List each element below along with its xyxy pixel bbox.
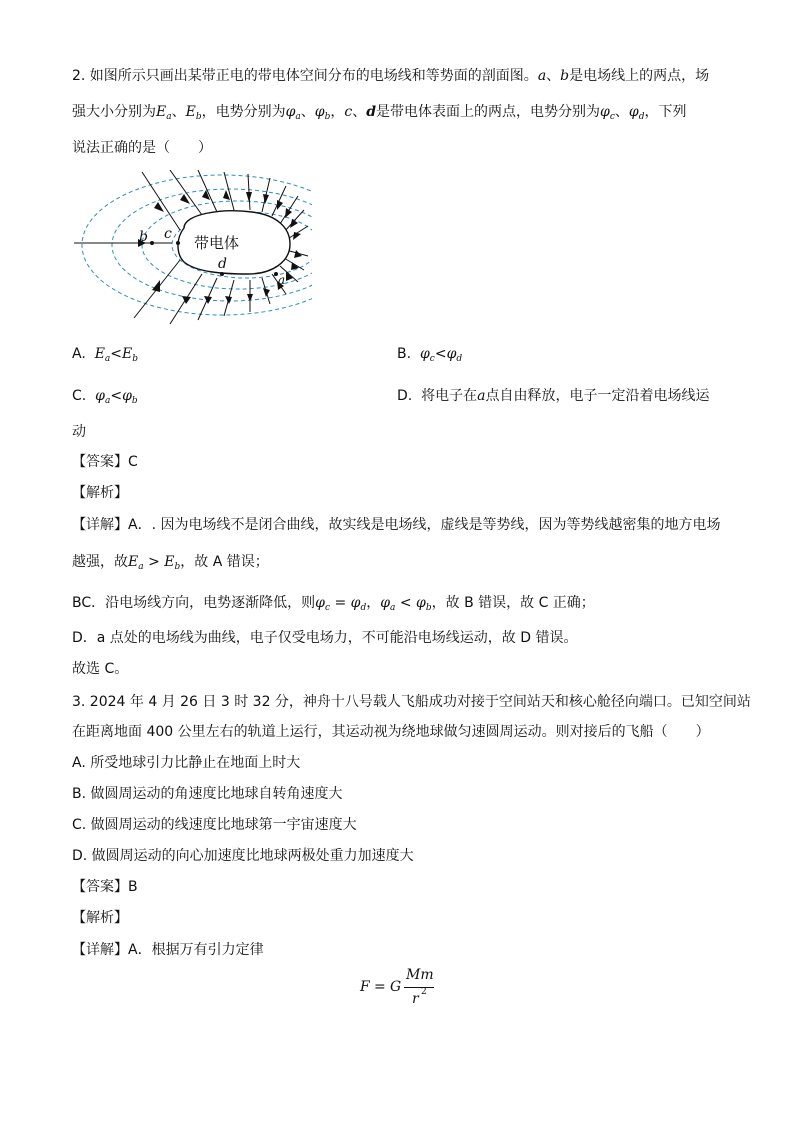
option-prefix: A. <box>72 346 86 362</box>
q2-stem-text: 强大小分别为 <box>72 104 156 120</box>
arrow-icon <box>285 208 292 218</box>
q3-stem-text: 在距离地面 400 公里左右的轨道上运行，其运动视为绕地球做匀速圆周运动。则对接后的飞船（ ） <box>72 724 710 740</box>
point-c <box>176 241 180 245</box>
analysis-label: 【解析】 <box>72 910 128 926</box>
answer-value: B <box>128 879 138 895</box>
q2-stem-text: 2. 如图所示只画出某带正电的带电体空间分布的电场线和等势面的剖面图。 <box>72 68 538 84</box>
subscript-c: c <box>609 112 615 122</box>
arrow-icon <box>293 232 301 240</box>
detail-text: BC．沿电场线方向，电势逐渐降低，则 <box>72 595 316 611</box>
q2-option-c <box>72 386 138 411</box>
option-prefix: B. <box>397 346 412 362</box>
var-a: a <box>537 68 547 84</box>
var-E: E <box>156 104 167 120</box>
option-text: 将电子在 <box>421 388 478 404</box>
var-d: d <box>366 104 377 120</box>
field-line <box>224 172 234 210</box>
option-prefix: C. <box>72 388 87 404</box>
q2-analysis <box>72 483 128 503</box>
analysis-label: 【解析】 <box>72 485 128 501</box>
q2-stem-line-2 <box>72 102 686 127</box>
q2-stem-line-1 <box>72 66 709 86</box>
var-E: E <box>122 346 133 362</box>
fraction-bar <box>404 987 434 988</box>
subscript-b: b <box>132 354 139 364</box>
var-E: E <box>128 554 139 570</box>
detail-text: ，故 B 错误，故 C 正确； <box>431 595 595 611</box>
exponent-2: 2 <box>421 987 427 997</box>
point-d <box>220 272 224 276</box>
subscript-a: a <box>104 396 111 406</box>
arrow-icon <box>246 192 252 202</box>
q3-detail-a <box>72 940 264 960</box>
subscript-d: d <box>638 112 645 122</box>
conclusion-text: 故选 C。 <box>72 661 129 677</box>
less-than: < <box>110 346 123 362</box>
separator: ， <box>330 104 345 120</box>
option-prefix: D. <box>397 388 413 404</box>
var-G: G <box>390 979 402 995</box>
var-phi: φ <box>350 595 361 611</box>
denominator-r: r <box>412 991 419 1007</box>
var-phi: φ <box>600 104 610 120</box>
q2-stem-text: ，电势分别为 <box>201 104 286 120</box>
q3-option-b <box>72 784 343 804</box>
option-text: 点自由释放，电子一定沿着电场线运 <box>485 388 710 404</box>
separator: 、 <box>171 104 186 120</box>
subscript-b: b <box>324 112 331 122</box>
var-phi: φ <box>315 595 325 611</box>
q2-detail-a-line-2 <box>72 552 269 577</box>
arrow-icon <box>152 280 160 292</box>
q2-option-b <box>397 344 462 369</box>
q2-detail-d <box>72 628 578 648</box>
q2-stem-text: 说法正确的是（ ） <box>72 140 212 156</box>
gravitation-formula <box>360 967 440 1013</box>
arrow-icon <box>204 296 212 304</box>
separator: ， <box>366 595 381 611</box>
subscript-d: d <box>360 603 367 613</box>
var-phi: φ <box>285 104 296 120</box>
separator: 、 <box>614 104 629 120</box>
q2-stem-text: 是带电体表面上的两点，电势分别为 <box>376 104 601 120</box>
greater-than: > <box>148 554 160 570</box>
var-E: E <box>185 104 196 120</box>
q3-stem-line-1 <box>72 692 751 712</box>
q3-stem-line-2 <box>72 722 710 742</box>
var-phi: φ <box>380 595 391 611</box>
subscript-a: a <box>138 562 144 572</box>
less-than: < <box>399 595 412 611</box>
equals: = <box>374 979 386 995</box>
q2-option-d <box>397 386 710 406</box>
subscript-d: d <box>456 354 463 364</box>
subscript-c: c <box>429 354 435 364</box>
subscript-b: b <box>174 562 181 572</box>
q2-stem-text: 是电场线上的两点，场 <box>569 68 710 84</box>
separator: 、 <box>300 104 315 120</box>
subscript-a: a <box>104 354 111 364</box>
detail-text: 【详解】A．根据万有引力定律 <box>72 942 264 958</box>
subscript-a: a <box>390 603 396 613</box>
detail-text: ，故 A 错误； <box>180 554 269 570</box>
subscript-c: c <box>324 603 330 613</box>
q2-stem-text: ，下列 <box>644 104 687 120</box>
point-label-c: c <box>164 226 172 242</box>
var-phi: φ <box>416 595 426 611</box>
arrow-icon <box>225 296 232 304</box>
q3-option-d <box>72 846 414 866</box>
numerator-Mm: Mm <box>406 967 434 983</box>
subscript-a: a <box>295 112 301 122</box>
point-label-d: d <box>218 256 227 272</box>
point-label-b: b <box>139 229 148 245</box>
arrow-icon <box>290 219 298 228</box>
option-text: A. 所受地球引力比静止在地面上时大 <box>72 755 301 771</box>
point-label-a: a <box>278 273 286 287</box>
var-E: E <box>94 346 105 362</box>
q3-option-c <box>72 815 357 835</box>
charged-body-label: 带电体 <box>194 234 240 252</box>
q2-detail-a-line-1 <box>72 515 720 535</box>
subscript-b: b <box>425 603 432 613</box>
less-than: < <box>434 346 447 362</box>
q2-detail-bc <box>72 593 595 618</box>
q2-stem-line-3 <box>72 138 212 158</box>
var-a: a <box>477 388 486 404</box>
q3-option-a <box>72 753 300 773</box>
less-than: < <box>110 388 123 404</box>
detail-text: 越强，故 <box>72 554 128 570</box>
q2-answer <box>72 452 138 472</box>
point-a <box>274 272 278 276</box>
var-phi: φ <box>419 346 430 362</box>
q3-answer <box>72 877 138 897</box>
electric-field-diagram <box>72 170 312 330</box>
q2-option-d-continued <box>72 422 86 442</box>
var-phi: φ <box>314 104 325 120</box>
var-phi: φ <box>122 388 132 404</box>
arrow-icon <box>277 200 283 210</box>
equals: = <box>334 595 347 611</box>
separator: 、 <box>352 104 367 120</box>
q3-analysis <box>72 908 128 928</box>
option-text: 动 <box>72 424 86 440</box>
var-E: E <box>164 554 175 570</box>
arrow-icon <box>263 288 270 297</box>
option-text: B. 做圆周运动的角速度比地球自转角速度大 <box>72 786 343 802</box>
detail-text: 【详解】A．. 因为电场线不是闭合曲线，故实线是电场线，虚线是等势线，因为等势线越密集的地方电场 <box>72 517 721 533</box>
var-phi: φ <box>628 104 639 120</box>
answer-label: 【答案】 <box>72 454 128 470</box>
answer-label: 【答案】 <box>72 879 128 895</box>
subscript-a: a <box>166 112 172 122</box>
q2-conclusion <box>72 659 128 679</box>
option-text: C. 做圆周运动的线速度比地球第一宇宙速度大 <box>72 817 357 833</box>
q2-option-a <box>72 344 138 369</box>
var-c: c <box>344 104 353 120</box>
separator: 、 <box>546 68 561 84</box>
detail-text: D．a 点处的电场线为曲线，电子仅受电场力，不可能沿电场线运动，故 D 错误。 <box>72 630 578 646</box>
subscript-b: b <box>195 112 202 122</box>
var-phi: φ <box>446 346 457 362</box>
field-line <box>142 172 180 230</box>
subscript-b: b <box>131 396 138 406</box>
var-F: F <box>360 979 370 995</box>
var-phi: φ <box>95 388 105 404</box>
point-b <box>150 241 154 245</box>
q3-stem-text: 3. 2024 年 4 月 26 日 3 时 32 分，神舟十八号载人飞船成功对接于空间站天和核心舱径向端口。已知空间站 <box>72 694 751 710</box>
var-b: b <box>560 68 570 84</box>
answer-value: C <box>128 454 138 470</box>
option-text: D. 做圆周运动的向心加速度比地球两极处重力加速度大 <box>72 848 414 864</box>
